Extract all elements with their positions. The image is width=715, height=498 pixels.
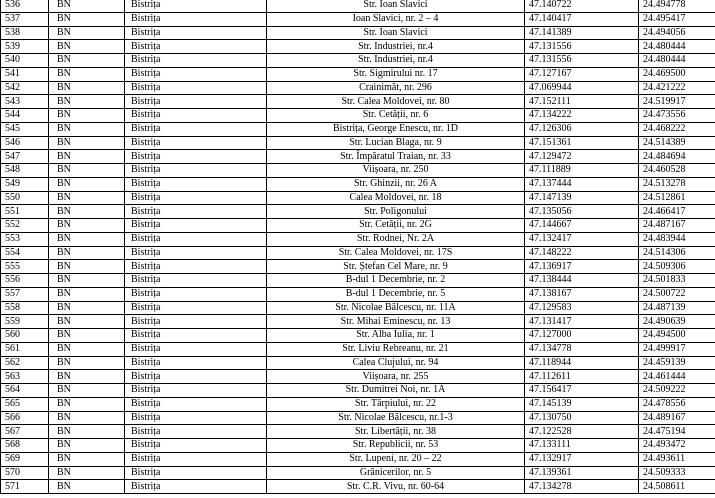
row-number-cell: 567 — [1, 425, 49, 439]
longitude-cell: 24.509306 — [639, 260, 715, 274]
row-number-cell: 553 — [1, 232, 49, 246]
latitude-cell: 47.138444 — [525, 274, 639, 288]
locality-cell: Bistrița — [125, 67, 267, 81]
table-row — [1, 54, 715, 68]
table-row — [1, 122, 715, 136]
latitude-cell: 47.131556 — [525, 54, 639, 68]
county-cell: BN — [49, 315, 125, 329]
latitude-cell: 47.145139 — [525, 397, 639, 411]
row-number-cell: 558 — [1, 301, 49, 315]
longitude-cell: 24.487139 — [639, 301, 715, 315]
locality-cell: Bistrița — [125, 342, 267, 356]
locality-cell: Bistrița — [125, 246, 267, 260]
county-cell: BN — [49, 164, 125, 178]
table-row — [1, 246, 715, 260]
longitude-cell: 24.509222 — [639, 384, 715, 398]
address-cell: Str. Ghinzii, nr. 26 A — [267, 177, 525, 191]
address-cell: Calea Moldovei, nr. 18 — [267, 191, 525, 205]
row-number-cell: 545 — [1, 122, 49, 136]
address-cell: Str. Ștefan Cel Mare, nr. 9 — [267, 260, 525, 274]
address-cell: Str. Alba Iulia, nr. 1 — [267, 329, 525, 343]
longitude-cell: 24.494778 — [639, 0, 715, 12]
longitude-cell: 24.421222 — [639, 81, 715, 95]
table-row — [1, 439, 715, 453]
row-number-cell: 536 — [1, 0, 49, 12]
row-number-cell: 547 — [1, 150, 49, 164]
locality-cell: Bistrița — [125, 370, 267, 384]
longitude-cell: 24.493611 — [639, 452, 715, 466]
longitude-cell: 24.478556 — [639, 397, 715, 411]
address-cell: Str. Republicii, nr. 53 — [267, 439, 525, 453]
locality-cell: Bistrița — [125, 205, 267, 219]
longitude-cell: 24.500722 — [639, 287, 715, 301]
locality-cell: Bistrița — [125, 26, 267, 40]
latitude-cell: 47.127167 — [525, 67, 639, 81]
table-row — [1, 81, 715, 95]
row-number-cell: 552 — [1, 219, 49, 233]
longitude-cell: 24.473556 — [639, 109, 715, 123]
row-number-cell: 568 — [1, 439, 49, 453]
latitude-cell: 47.111889 — [525, 164, 639, 178]
address-cell: Grănicerilor, nr. 5 — [267, 466, 525, 480]
locality-cell: Bistrița — [125, 315, 267, 329]
table-row — [1, 356, 715, 370]
longitude-cell: 24.490639 — [639, 315, 715, 329]
county-cell: BN — [49, 150, 125, 164]
row-number-cell: 565 — [1, 397, 49, 411]
longitude-cell: 24.513278 — [639, 177, 715, 191]
latitude-cell: 47.140722 — [525, 0, 639, 12]
address-cell: B-dul 1 Decembrie, nr. 2 — [267, 274, 525, 288]
row-number-cell: 564 — [1, 384, 49, 398]
address-cell: Str. Sigmirului nr. 17 — [267, 67, 525, 81]
latitude-cell: 47.148222 — [525, 246, 639, 260]
address-cell: Calea Clujului, nr. 94 — [267, 356, 525, 370]
longitude-cell: 24.494500 — [639, 329, 715, 343]
longitude-cell: 24.514306 — [639, 246, 715, 260]
locality-cell: Bistrița — [125, 452, 267, 466]
table-row — [1, 466, 715, 480]
table-row — [1, 0, 715, 12]
latitude-cell: 47.131417 — [525, 315, 639, 329]
locality-cell: Bistrița — [125, 12, 267, 26]
latitude-cell: 47.147139 — [525, 191, 639, 205]
table-row — [1, 67, 715, 81]
locality-cell: Bistrița — [125, 150, 267, 164]
latitude-cell: 47.135056 — [525, 205, 639, 219]
latitude-cell: 47.152111 — [525, 95, 639, 109]
table-row — [1, 40, 715, 54]
county-cell: BN — [49, 397, 125, 411]
county-cell: BN — [49, 342, 125, 356]
table-row — [1, 480, 715, 494]
locality-cell: Bistrița — [125, 219, 267, 233]
county-cell: BN — [49, 136, 125, 150]
longitude-cell: 24.512861 — [639, 191, 715, 205]
row-number-cell: 556 — [1, 274, 49, 288]
county-cell: BN — [49, 356, 125, 370]
locality-cell: Bistrița — [125, 54, 267, 68]
locality-cell: Bistrița — [125, 301, 267, 315]
county-cell: BN — [49, 480, 125, 494]
longitude-cell: 24.501833 — [639, 274, 715, 288]
county-cell: BN — [49, 95, 125, 109]
longitude-cell: 24.519917 — [639, 95, 715, 109]
row-number-cell: 571 — [1, 480, 49, 494]
county-cell: BN — [49, 287, 125, 301]
table-row — [1, 452, 715, 466]
county-cell: BN — [49, 411, 125, 425]
table-row — [1, 232, 715, 246]
longitude-cell: 24.493472 — [639, 439, 715, 453]
address-cell: Str. Poligonului — [267, 205, 525, 219]
longitude-cell: 24.461444 — [639, 370, 715, 384]
table-row — [1, 287, 715, 301]
address-cell: Str. Liviu Rebreanu, nr. 21 — [267, 342, 525, 356]
table-row — [1, 315, 715, 329]
longitude-cell: 24.509333 — [639, 466, 715, 480]
county-cell: BN — [49, 425, 125, 439]
table-row — [1, 397, 715, 411]
table-row — [1, 274, 715, 288]
latitude-cell: 47.136917 — [525, 260, 639, 274]
row-number-cell: 557 — [1, 287, 49, 301]
table-row — [1, 260, 715, 274]
address-cell: Viișoara, nr. 250 — [267, 164, 525, 178]
locality-cell: Bistrița — [125, 466, 267, 480]
table-row — [1, 136, 715, 150]
locality-cell: Bistrița — [125, 384, 267, 398]
county-cell: BN — [49, 54, 125, 68]
row-number-cell: 549 — [1, 177, 49, 191]
latitude-cell: 47.069944 — [525, 81, 639, 95]
address-cell: Str. Libertății, nr. 38 — [267, 425, 525, 439]
longitude-cell: 24.468222 — [639, 122, 715, 136]
row-number-cell: 561 — [1, 342, 49, 356]
county-cell: BN — [49, 260, 125, 274]
row-number-cell: 569 — [1, 452, 49, 466]
locality-cell: Bistrița — [125, 425, 267, 439]
county-cell: BN — [49, 0, 125, 12]
county-cell: BN — [49, 246, 125, 260]
table-row — [1, 329, 715, 343]
longitude-cell: 24.469500 — [639, 67, 715, 81]
table-row — [1, 95, 715, 109]
address-cell: Str. Nicolae Bălcescu, nr.1-3 — [267, 411, 525, 425]
row-number-cell: 543 — [1, 95, 49, 109]
address-cell: B-dul 1 Decembrie, nr. 5 — [267, 287, 525, 301]
row-number-cell: 542 — [1, 81, 49, 95]
row-number-cell: 559 — [1, 315, 49, 329]
address-cell: Crainimăt, nr. 296 — [267, 81, 525, 95]
county-cell: BN — [49, 384, 125, 398]
county-cell: BN — [49, 191, 125, 205]
county-cell: BN — [49, 122, 125, 136]
locality-cell: Bistrița — [125, 411, 267, 425]
longitude-cell: 24.487167 — [639, 219, 715, 233]
locality-cell: Bistrița — [125, 274, 267, 288]
table-row — [1, 219, 715, 233]
row-number-cell: 548 — [1, 164, 49, 178]
longitude-cell: 24.514389 — [639, 136, 715, 150]
latitude-cell: 47.134222 — [525, 109, 639, 123]
address-cell: Str. Calea Moldovei, nr. 80 — [267, 95, 525, 109]
row-number-cell: 566 — [1, 411, 49, 425]
row-number-cell: 554 — [1, 246, 49, 260]
table-row — [1, 26, 715, 40]
address-cell: Str. Cetății, nr. 2G — [267, 219, 525, 233]
row-number-cell: 537 — [1, 12, 49, 26]
latitude-cell: 47.140417 — [525, 12, 639, 26]
longitude-cell: 24.489167 — [639, 411, 715, 425]
table-row — [1, 384, 715, 398]
locality-cell: Bistrița — [125, 0, 267, 12]
table-row — [1, 411, 715, 425]
address-cell: Str. C.R. Vivu, nr. 60-64 — [267, 480, 525, 494]
address-cell: Str. Lupeni, nr. 20 – 22 — [267, 452, 525, 466]
county-cell: BN — [49, 109, 125, 123]
row-number-cell: 551 — [1, 205, 49, 219]
latitude-cell: 47.130750 — [525, 411, 639, 425]
table-row — [1, 425, 715, 439]
row-number-cell: 560 — [1, 329, 49, 343]
locality-cell: Bistrița — [125, 136, 267, 150]
latitude-cell: 47.122528 — [525, 425, 639, 439]
county-cell: BN — [49, 452, 125, 466]
address-cell: Bistrița, George Enescu, nr. 1D — [267, 122, 525, 136]
address-cell: Str. Ioan Slavici — [267, 0, 525, 12]
latitude-cell: 47.129583 — [525, 301, 639, 315]
table-row — [1, 301, 715, 315]
county-cell: BN — [49, 274, 125, 288]
latitude-cell: 47.129472 — [525, 150, 639, 164]
county-cell: BN — [49, 301, 125, 315]
latitude-cell: 47.137444 — [525, 177, 639, 191]
latitude-cell: 47.156417 — [525, 384, 639, 398]
locality-cell: Bistrița — [125, 122, 267, 136]
table-row — [1, 164, 715, 178]
longitude-cell: 24.480444 — [639, 40, 715, 54]
locality-cell: Bistrița — [125, 191, 267, 205]
longitude-cell: 24.484694 — [639, 150, 715, 164]
longitude-cell: 24.460528 — [639, 164, 715, 178]
locality-cell: Bistrița — [125, 260, 267, 274]
address-cell: Str. Rodnei, Nr. 2A — [267, 232, 525, 246]
latitude-cell: 47.134278 — [525, 480, 639, 494]
latitude-cell: 47.118944 — [525, 356, 639, 370]
latitude-cell: 47.138167 — [525, 287, 639, 301]
county-cell: BN — [49, 12, 125, 26]
row-number-cell: 540 — [1, 54, 49, 68]
address-cell: Str. Calea Moldovei, nr. 17S — [267, 246, 525, 260]
locality-cell: Bistrița — [125, 287, 267, 301]
latitude-cell: 47.139361 — [525, 466, 639, 480]
locality-cell: Bistrița — [125, 81, 267, 95]
locality-cell: Bistrița — [125, 164, 267, 178]
row-number-cell: 570 — [1, 466, 49, 480]
row-number-cell: 563 — [1, 370, 49, 384]
row-number-cell: 562 — [1, 356, 49, 370]
longitude-cell: 24.495417 — [639, 12, 715, 26]
address-cell: Str. Industriei, nr.4 — [267, 40, 525, 54]
row-number-cell: 550 — [1, 191, 49, 205]
longitude-cell: 24.466417 — [639, 205, 715, 219]
address-cell: Str. Nicolae Bălcescu, nr. 11A — [267, 301, 525, 315]
table-row — [1, 150, 715, 164]
county-cell: BN — [49, 370, 125, 384]
county-cell: BN — [49, 439, 125, 453]
table-row — [1, 370, 715, 384]
longitude-cell: 24.480444 — [639, 54, 715, 68]
locality-cell: Bistrița — [125, 232, 267, 246]
table-row — [1, 205, 715, 219]
latitude-cell: 47.151361 — [525, 136, 639, 150]
row-number-cell: 555 — [1, 260, 49, 274]
table-row — [1, 342, 715, 356]
locality-cell: Bistrița — [125, 480, 267, 494]
longitude-cell: 24.459139 — [639, 356, 715, 370]
latitude-cell: 47.132917 — [525, 452, 639, 466]
address-cell: Str. Dumitrei Noi, nr. 1A — [267, 384, 525, 398]
latitude-cell: 47.141389 — [525, 26, 639, 40]
address-cell: Str. Lucian Blaga, nr. 9 — [267, 136, 525, 150]
address-cell: Viișoara, nr. 255 — [267, 370, 525, 384]
locality-cell: Bistrița — [125, 397, 267, 411]
longitude-cell: 24.494056 — [639, 26, 715, 40]
row-number-cell: 544 — [1, 109, 49, 123]
county-cell: BN — [49, 26, 125, 40]
longitude-cell: 24.508611 — [639, 480, 715, 494]
latitude-cell: 47.132417 — [525, 232, 639, 246]
locality-cell: Bistrița — [125, 40, 267, 54]
latitude-cell: 47.144667 — [525, 219, 639, 233]
locality-cell: Bistrița — [125, 109, 267, 123]
county-cell: BN — [49, 177, 125, 191]
latitude-cell: 47.126306 — [525, 122, 639, 136]
address-cell: Ioan Slavici, nr. 2 – 4 — [267, 12, 525, 26]
county-cell: BN — [49, 232, 125, 246]
county-cell: BN — [49, 466, 125, 480]
locality-cell: Bistrița — [125, 439, 267, 453]
address-cell: Str. Cetății, nr. 6 — [267, 109, 525, 123]
address-cell: Str. Ioan Slavici — [267, 26, 525, 40]
address-cell: Str. Mihai Eminescu, nr. 13 — [267, 315, 525, 329]
latitude-cell: 47.134778 — [525, 342, 639, 356]
address-cell: Str. Industriei, nr.4 — [267, 54, 525, 68]
county-cell: BN — [49, 67, 125, 81]
county-cell: BN — [49, 81, 125, 95]
latitude-cell: 47.127000 — [525, 329, 639, 343]
locality-cell: Bistrița — [125, 356, 267, 370]
table-row — [1, 109, 715, 123]
county-cell: BN — [49, 329, 125, 343]
locality-cell: Bistrița — [125, 329, 267, 343]
county-cell: BN — [49, 40, 125, 54]
table-row — [1, 12, 715, 26]
row-number-cell: 538 — [1, 26, 49, 40]
latitude-cell: 47.133111 — [525, 439, 639, 453]
table-body — [1, 0, 715, 494]
longitude-cell: 24.475194 — [639, 425, 715, 439]
locality-cell: Bistrița — [125, 95, 267, 109]
table-row — [1, 191, 715, 205]
row-number-cell: 539 — [1, 40, 49, 54]
county-cell: BN — [49, 205, 125, 219]
row-number-cell: 541 — [1, 67, 49, 81]
address-cell: Str. Împăratul Traian, nr. 33 — [267, 150, 525, 164]
locality-cell: Bistrița — [125, 177, 267, 191]
latitude-cell: 47.131556 — [525, 40, 639, 54]
table-row — [1, 177, 715, 191]
row-number-cell: 546 — [1, 136, 49, 150]
latitude-cell: 47.112611 — [525, 370, 639, 384]
longitude-cell: 24.483944 — [639, 232, 715, 246]
county-cell: BN — [49, 219, 125, 233]
address-cell: Str. Tărpiului, nr. 22 — [267, 397, 525, 411]
longitude-cell: 24.499917 — [639, 342, 715, 356]
